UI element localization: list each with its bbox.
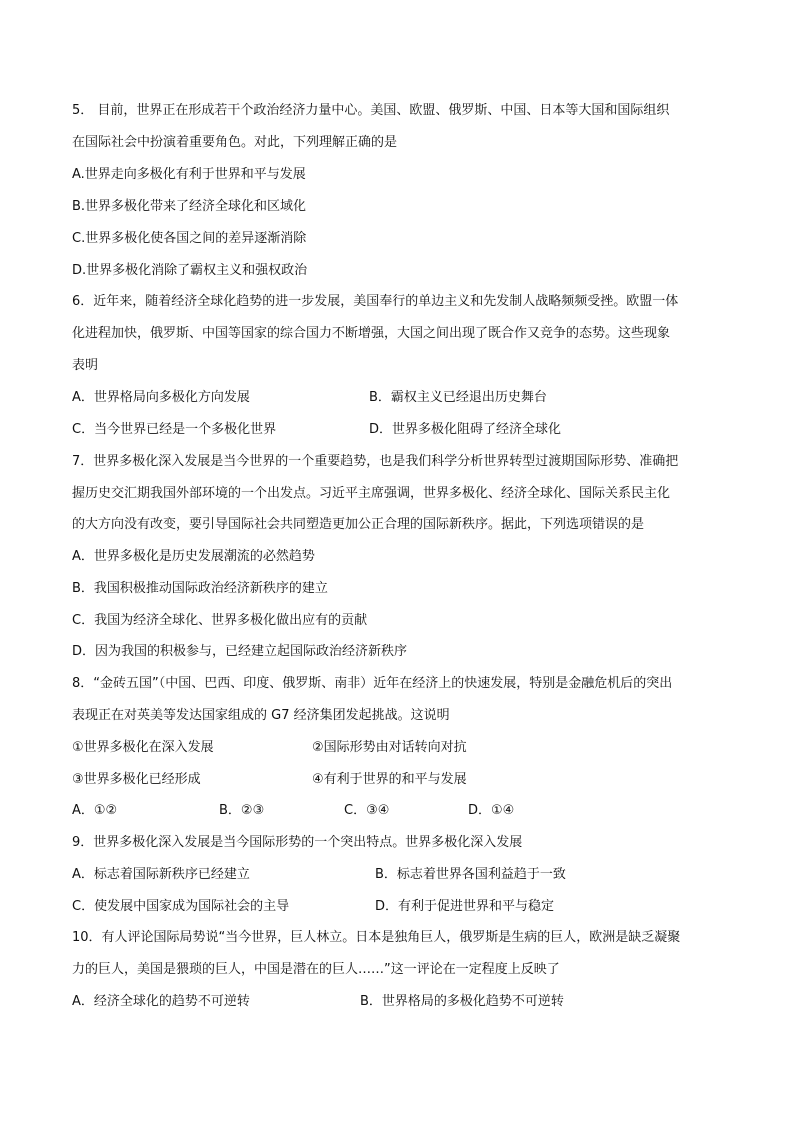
q8-item-3: ③世界多极化已经形成	[72, 772, 201, 787]
q8-option-a: A．①②	[72, 803, 118, 818]
q7-stem-line1: 7．世界多极化深入发展是当今世界的一个重要趋势，也是我们科学分析世界转型过渡期国际形势、准确把	[72, 454, 679, 469]
q10-option-a: A．经济全球化的趋势不可逆转	[72, 994, 250, 1009]
q6-stem-line1: 6．近年来，随着经济全球化趋势的进一步发展，美国奉行的单边主义和先发制人战略频频受挫。欧盟一体	[72, 294, 679, 309]
q6-option-b: B．霸权主义已经退出历史舞台	[369, 390, 547, 405]
q8-option-c: C．③④	[344, 803, 390, 818]
q9-option-a: A．标志着国际新秩序已经建立	[72, 867, 250, 882]
q6-option-d: D．世界多极化阻碍了经济全球化	[369, 422, 562, 437]
q9-stem-line1: 9．世界多极化深入发展是当今国际形势的一个突出特点。世界多极化深入发展	[72, 835, 523, 850]
q7-stem-line2: 握历史交汇期我国外部环境的一个出发点。习近平主席强调，世界多极化、经济全球化、国际关系民主化	[72, 486, 671, 501]
q8-option-d: D．①④	[468, 803, 515, 818]
q5-option-a: A.世界走向多极化有利于世界和平与发展	[72, 167, 306, 182]
q8-item-2: ②国际形势由对话转向对抗	[312, 740, 467, 755]
q6-option-a: A．世界格局向多极化方向发展	[72, 390, 250, 405]
q6-option-c: C．当今世界已经是一个多极化世界	[72, 422, 277, 437]
q7-option-a: A．世界多极化是历史发展潮流的必然趋势	[72, 549, 315, 564]
q7-stem-line3: 的大方向没有改变，要引导国际社会共同塑造更加公正合理的国际新秩序。据此，下列选项错误的是	[72, 517, 645, 532]
q6-stem-line2: 化进程加快，俄罗斯、中国等国家的综合国力不断增强，大国之间出现了既合作又竞争的态势。这些现象	[72, 326, 671, 341]
q9-option-c: C．使发展中国家成为国际社会的主导	[72, 899, 290, 914]
q5-option-d: D.世界多极化消除了霸权主义和强权政治	[72, 263, 308, 278]
q7-option-d: D．因为我国的积极参与，已经建立起国际政治经济新秩序	[72, 644, 408, 659]
q7-option-c: C．我国为经济全球化、世界多极化做出应有的贡献	[72, 613, 368, 628]
q9-option-d: D．有利于促进世界和平与稳定	[375, 899, 555, 914]
q10-stem-line1: 10．有人评论国际局势说“当今世界，巨人林立。日本是独角巨人，俄罗斯是生病的巨人，欧洲是缺乏凝聚	[72, 930, 681, 945]
q8-item-4: ④有利于世界的和平与发展	[312, 772, 467, 787]
q5-stem-line1: 5． 目前，世界正在形成若干个政治经济力量中心。美国、欧盟、俄罗斯、中国、日本等大国和国际组织	[72, 103, 670, 118]
q8-stem-line1: 8．“金砖五国”（中国、巴西、印度、俄罗斯、南非）近年在经济上的快速发展，特别是金融危机后的突出	[72, 676, 673, 691]
q8-item-1: ①世界多极化在深入发展	[72, 740, 214, 755]
q9-option-b: B．标志着世界各国利益趋于一致	[375, 867, 566, 882]
q5-option-b: B.世界多极化带来了经济全球化和区域化	[72, 199, 307, 214]
q7-option-b: B．我国积极推动国际政治经济新秩序的建立	[72, 581, 328, 596]
q10-stem-line2: 力的巨人，美国是猥琐的巨人，中国是潜在的巨人……”这一评论在一定程度上反映了	[72, 962, 560, 977]
q6-stem-line3: 表明	[72, 358, 99, 373]
q5-option-c: C.世界多极化使各国之间的差异逐渐消除	[72, 231, 307, 246]
q5-stem-line2: 在国际社会中扮演着重要角色。对此，下列理解正确的是	[72, 135, 398, 150]
q8-option-b: B．②③	[219, 803, 265, 818]
q8-stem-line2: 表现正在对英美等发达国家组成的 G7 经济集团发起挑战。这说明	[72, 708, 450, 723]
q10-option-b: B．世界格局的多极化趋势不可逆转	[360, 994, 564, 1009]
